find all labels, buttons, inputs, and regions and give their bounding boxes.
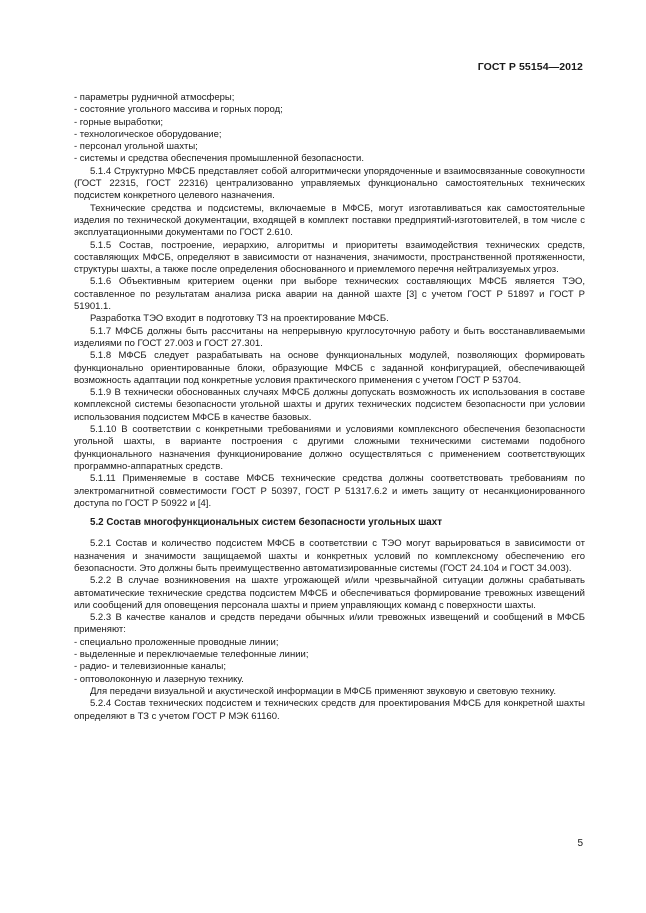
list-item: - радио- и телевизионные каналы;	[74, 661, 227, 673]
paragraph-5-1-6: 5.1.6 Объективным критерием оценки при выборе технических составляющих МФСБ является ТЭО, составленное по результатам анализа риска аварии на данной шахте [3] с учетом ГОСТ Р 51897 и ГОСТ Р 51901.1.	[74, 276, 585, 313]
paragraph-5-1-10: 5.1.10 В соответствии с конкретными требованиями и условиями комплексного обеспечения безопасности угольной шахты, в варианте построения с другими сложными техническими системами подобного функционального назначения функционирование должно осуществляться с применением соответствующих программно-аппаратных средств.	[74, 424, 585, 472]
list-item: - горные выработки;	[74, 116, 164, 128]
list-item: - технологическое оборудование;	[74, 128, 222, 140]
paragraph-technical-means: Технические средства и подсистемы, включаемые в МФСБ, могут изготавливаться как самостоятельные изделия по технической документации, входящей в комплект поставки предприятий-изготовителей, в том числе с эксплуатационными документами по ГОСТ 2.610.	[74, 202, 585, 239]
paragraph-visual-acoustic: Для передачи визуальной и акустической информации в МФСБ применяют звуковую и световую технику.	[90, 685, 556, 697]
paragraph-5-1-5: 5.1.5 Состав, построение, иерархию, алгоритмы и приоритеты взаимодействия технических средств, составляющих МФСБ, определяют в зависимости от назначения, значимости, пространственной протяженности, структуры шахты, а также после определения обоснованного и приемлемого перечня нейтрализуемых угроз.	[74, 239, 585, 276]
paragraph-5-2-4: 5.2.4 Состав технических подсистем и технических средств для проектирования МФСБ для конкретной шахты определяют в ТЗ с учетом ГОСТ Р МЭК 61160.	[74, 698, 585, 722]
list-item: - оптоволоконную и лазерную технику.	[74, 673, 244, 685]
paragraph-5-1-8: 5.1.8 МФСБ следует разрабатывать на основе функциональных модулей, позволяющих формировать функционально ориентированные блоки, образующие МФСБ с заданной конфигурацией, обеспечивающей возможность адаптации под конкретные условия практического применения с учетом ГОСТ Р 53704.	[74, 350, 585, 386]
list-item: - специально проложенные проводные линии;	[74, 636, 279, 648]
paragraph-5-1-7: 5.1.7 МФСБ должны быть рассчитаны на непрерывную круглосуточную работу и быть восстанавливаемыми изделиями по ГОСТ 27.003 и ГОСТ 27.301.	[74, 325, 585, 349]
list-item: - выделенные и переключаемые телефонные линии;	[74, 649, 309, 661]
paragraph-teo-development: Разработка ТЭО входит в подготовку ТЗ на проектирование МФСБ.	[90, 313, 389, 325]
list-item: - параметры рудничной атмосферы;	[74, 92, 235, 103]
page-number: 5	[577, 838, 583, 849]
paragraph-5-2-2: 5.2.2 В случае возникновения на шахте угрожающей и/или чрезвычайной ситуации должны срабатывать автоматические технические средства подсистем МФСБ и обеспечиваться формирование тревожных извещений или сообщений для оповещения персонала шахты и прием управляющих команд с поверхности шахты.	[74, 575, 585, 611]
list-item: - системы и средства обеспечения промышленной безопасности.	[74, 153, 364, 165]
section-heading: 5.2 Состав многофункциональных систем безопасности угольных шахт	[90, 517, 442, 529]
paragraph-5-1-4: 5.1.4 Структурно МФСБ представляет собой алгоритмически упорядоченные и взаимосвязанные совокупности (ГОСТ 22315, ГОСТ 22316) централизованно управляемых функционально самостоятельных технических подсистем конкретного целевого назначения.	[74, 165, 585, 202]
paragraph-5-2-3: 5.2.3 В качестве каналов и средств передачи обычных и/или тревожных извещений и сообщений в МФСБ применяют:	[74, 612, 585, 636]
document-body	[74, 92, 585, 723]
list-item: - персонал угольной шахты;	[74, 141, 198, 153]
paragraph-5-1-9: 5.1.9 В технически обоснованных случаях МФСБ должны допускать возможность их использования в составе комплексной системы безопасности угольной шахты и других технических подсистем безопасности при условии использования подсистем МФСБ в качестве базовых.	[74, 387, 585, 423]
paragraph-5-2-1: 5.2.1 Состав и количество подсистем МФСБ в соответствии с ТЭО могут варьироваться в зависимости от назначения и значимости защищаемой шахты и конкретных условий по комплексному обеспечению его безопасности. Это должны быть преимущественно автоматизированные системы (ГОСТ 24.104 и ГОСТ 34.003).	[74, 538, 585, 574]
list-item: - состояние угольного массива и горных пород;	[74, 104, 283, 116]
document-code-header: ГОСТ Р 55154—2012	[477, 61, 583, 73]
paragraph-5-1-11: 5.1.11 Применяемые в составе МФСБ технические средства должны соответствовать требованиям по электромагнитной совместимости ГОСТ Р 50397, ГОСТ Р 51317.6.2 и иметь защиту от несанкционированного доступа по ГОСТ Р 50922 и [4].	[74, 473, 585, 509]
